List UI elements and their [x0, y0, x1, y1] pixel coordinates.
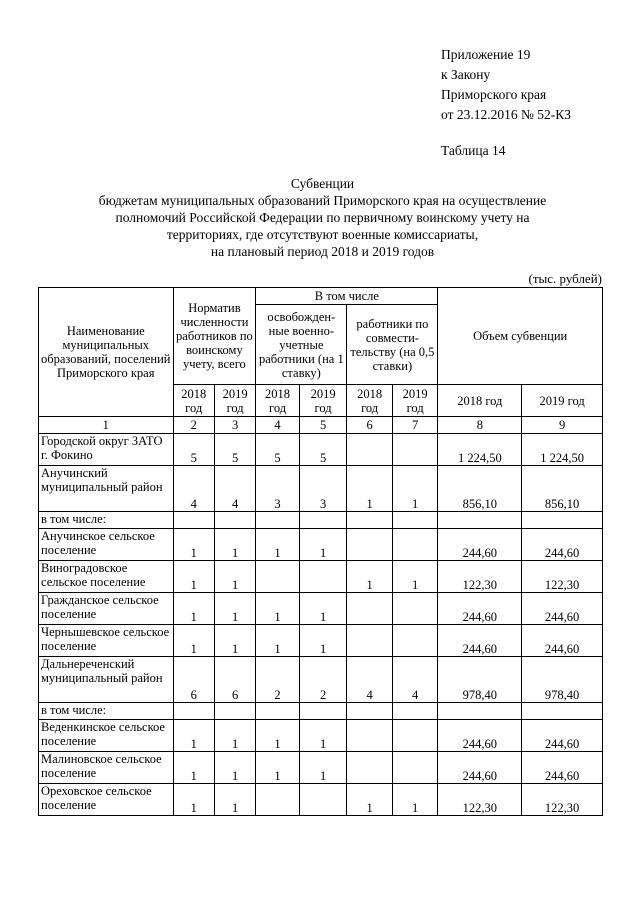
- row-value-cell: 244,60: [438, 625, 522, 657]
- table-row: [39, 720, 603, 752]
- appendix-line: Приложение 19: [441, 47, 531, 62]
- column-number: 7: [392, 417, 438, 434]
- row-name-cell: Анучинский муниципальный район: [39, 466, 174, 512]
- row-value-cell: 1: [347, 561, 393, 593]
- row-value-cell: 244,60: [522, 752, 603, 784]
- table-row: [39, 625, 603, 657]
- title-line: территориях, где отсутствуют военные комиссариаты,: [166, 227, 479, 242]
- row-value-cell: [347, 720, 393, 752]
- row-value-cell: 1: [392, 561, 438, 593]
- row-value-cell: 4: [214, 466, 255, 512]
- header-name-col: Наименование муниципальных образований, поселений Приморского края: [39, 288, 174, 417]
- row-value-cell: 1: [299, 593, 347, 625]
- row-value-cell: 856,10: [522, 466, 603, 512]
- header-volume: Объем субвенции: [438, 288, 603, 385]
- row-value-cell: [173, 512, 214, 529]
- document-title: [40, 175, 605, 260]
- row-value-cell: [438, 512, 522, 529]
- row-value-cell: 1: [299, 720, 347, 752]
- row-value-cell: 244,60: [438, 593, 522, 625]
- row-value-cell: 856,10: [438, 466, 522, 512]
- header-volume-2019: 2019 год: [522, 385, 603, 417]
- row-value-cell: 1: [214, 752, 255, 784]
- row-value-cell: 1: [173, 625, 214, 657]
- row-value-cell: [438, 703, 522, 720]
- units-label: (тыс. рублей): [528, 271, 602, 286]
- table-row: [39, 703, 603, 720]
- row-value-cell: 978,40: [522, 657, 603, 703]
- header-year-2018: 2018 год: [173, 385, 214, 417]
- header-year-2018: 2018 год: [256, 385, 299, 417]
- row-value-cell: [173, 703, 214, 720]
- row-value-cell: [347, 625, 393, 657]
- row-value-cell: 1: [299, 625, 347, 657]
- row-value-cell: [392, 512, 438, 529]
- table-row: [39, 512, 603, 529]
- row-value-cell: [214, 512, 255, 529]
- header-volume-2018: 2018 год: [438, 385, 522, 417]
- column-number: 3: [214, 417, 255, 434]
- row-value-cell: 1: [173, 561, 214, 593]
- column-number: 9: [522, 417, 603, 434]
- row-name-cell: Виноградовское сельское поселение: [39, 561, 174, 593]
- row-value-cell: 1: [256, 752, 299, 784]
- row-value-cell: 244,60: [438, 529, 522, 561]
- appendix-line: к Закону: [441, 67, 491, 82]
- row-value-cell: [256, 561, 299, 593]
- row-value-cell: [392, 625, 438, 657]
- row-value-cell: 4: [347, 657, 393, 703]
- row-value-cell: [256, 784, 299, 816]
- row-value-cell: 6: [214, 657, 255, 703]
- column-number: 6: [347, 417, 393, 434]
- row-value-cell: 3: [299, 466, 347, 512]
- title-line: полномочий Российской Федерации по первичному воинскому учету на: [115, 210, 530, 225]
- row-value-cell: 1: [214, 784, 255, 816]
- appendix-line: Приморского края: [441, 87, 547, 102]
- row-value-cell: 1: [256, 529, 299, 561]
- row-value-cell: [347, 512, 393, 529]
- row-value-cell: 6: [173, 657, 214, 703]
- row-name-cell: Веденкинское сельское поселение: [39, 720, 174, 752]
- row-value-cell: 244,60: [522, 720, 603, 752]
- row-value-cell: [256, 703, 299, 720]
- row-value-cell: 1: [392, 784, 438, 816]
- row-name-cell: Чернышевское сельское поселение: [39, 625, 174, 657]
- table-row: [39, 752, 603, 784]
- row-value-cell: [522, 703, 603, 720]
- row-value-cell: [347, 703, 393, 720]
- header-norm-col: Норматив численности работников по воинскому учету, всего: [173, 288, 256, 385]
- row-value-cell: 4: [392, 657, 438, 703]
- row-value-cell: [256, 512, 299, 529]
- row-value-cell: 1: [173, 720, 214, 752]
- table-row: [39, 466, 603, 512]
- row-name-cell: Малиновское сельское поселение: [39, 752, 174, 784]
- row-value-cell: 1 224,50: [522, 434, 603, 466]
- header-freed: освобожден-ные военно-учетные работники (на 1 ставку): [256, 305, 347, 385]
- table-row: [39, 593, 603, 625]
- row-value-cell: 3: [256, 466, 299, 512]
- table-row: [39, 529, 603, 561]
- row-value-cell: [392, 434, 438, 466]
- row-value-cell: 1: [173, 529, 214, 561]
- row-value-cell: 1: [214, 720, 255, 752]
- row-value-cell: 1: [214, 529, 255, 561]
- row-value-cell: 244,60: [438, 752, 522, 784]
- row-value-cell: 978,40: [438, 657, 522, 703]
- row-value-cell: 244,60: [522, 529, 603, 561]
- title-line: Субвенции: [290, 176, 355, 191]
- header-year-2018: 2018 год: [347, 385, 393, 417]
- row-value-cell: 1: [256, 625, 299, 657]
- row-value-cell: 1: [392, 466, 438, 512]
- row-value-cell: 1: [214, 625, 255, 657]
- row-value-cell: 1: [256, 720, 299, 752]
- header-parttime: работники по совмести-тельству (на 0,5 ставки): [347, 305, 438, 385]
- row-value-cell: 244,60: [522, 593, 603, 625]
- row-value-cell: 2: [299, 657, 347, 703]
- row-value-cell: [347, 529, 393, 561]
- row-value-cell: 1: [214, 561, 255, 593]
- table-row: [39, 561, 603, 593]
- appendix-line: от 23.12.2016 № 52-КЗ: [441, 107, 571, 122]
- row-value-cell: 1: [173, 593, 214, 625]
- column-number: 4: [256, 417, 299, 434]
- column-number-row: [39, 417, 603, 434]
- row-value-cell: [347, 434, 393, 466]
- row-value-cell: 5: [214, 434, 255, 466]
- appendix-block: [441, 45, 571, 125]
- row-name-cell: Анучинское сельское поселение: [39, 529, 174, 561]
- row-name-cell: Ореховское сельское поселение: [39, 784, 174, 816]
- column-number: 5: [299, 417, 347, 434]
- row-value-cell: 1: [299, 529, 347, 561]
- row-value-cell: 5: [173, 434, 214, 466]
- row-value-cell: 122,30: [438, 561, 522, 593]
- row-value-cell: 4: [173, 466, 214, 512]
- row-value-cell: [392, 703, 438, 720]
- column-number: 2: [173, 417, 214, 434]
- row-value-cell: [392, 752, 438, 784]
- row-value-cell: 122,30: [522, 784, 603, 816]
- row-value-cell: [392, 720, 438, 752]
- table-label: Таблица 14: [441, 143, 506, 158]
- row-value-cell: 1: [299, 752, 347, 784]
- header-year-2019: 2019 год: [299, 385, 347, 417]
- table-row: [39, 434, 603, 466]
- row-value-cell: 5: [256, 434, 299, 466]
- row-value-cell: 244,60: [438, 720, 522, 752]
- header-incl: В том числе: [256, 288, 438, 305]
- row-name-cell: в том числе:: [39, 512, 174, 529]
- row-value-cell: [299, 703, 347, 720]
- column-number: 8: [438, 417, 522, 434]
- table-row: [39, 784, 603, 816]
- header-year-2019: 2019 год: [392, 385, 438, 417]
- column-number: 1: [39, 417, 174, 434]
- row-name-cell: Городской округ ЗАТО г. Фокино: [39, 434, 174, 466]
- row-value-cell: [299, 784, 347, 816]
- row-value-cell: 1: [256, 593, 299, 625]
- row-value-cell: 244,60: [522, 625, 603, 657]
- row-value-cell: [214, 703, 255, 720]
- subvention-table: [38, 287, 603, 816]
- row-value-cell: 1 224,50: [438, 434, 522, 466]
- row-value-cell: [299, 561, 347, 593]
- row-value-cell: [347, 593, 393, 625]
- row-value-cell: [392, 593, 438, 625]
- row-value-cell: 1: [173, 752, 214, 784]
- row-name-cell: Дальнереченский муниципальный район: [39, 657, 174, 703]
- table-row: [39, 657, 603, 703]
- title-line: бюджетам муниципальных образований Приморского края на осуществление: [98, 193, 547, 208]
- row-value-cell: 1: [347, 466, 393, 512]
- row-value-cell: [392, 529, 438, 561]
- row-value-cell: [299, 512, 347, 529]
- row-value-cell: [347, 752, 393, 784]
- row-value-cell: [522, 512, 603, 529]
- row-name-cell: Гражданское сельское поселение: [39, 593, 174, 625]
- row-value-cell: 1: [347, 784, 393, 816]
- row-value-cell: 2: [256, 657, 299, 703]
- row-value-cell: 1: [173, 784, 214, 816]
- row-value-cell: 5: [299, 434, 347, 466]
- header-year-2019: 2019 год: [214, 385, 255, 417]
- row-value-cell: 122,30: [522, 561, 603, 593]
- row-value-cell: 122,30: [438, 784, 522, 816]
- title-line: на плановый период 2018 и 2019 годов: [210, 244, 435, 259]
- row-value-cell: 1: [214, 593, 255, 625]
- row-name-cell: в том числе:: [39, 703, 174, 720]
